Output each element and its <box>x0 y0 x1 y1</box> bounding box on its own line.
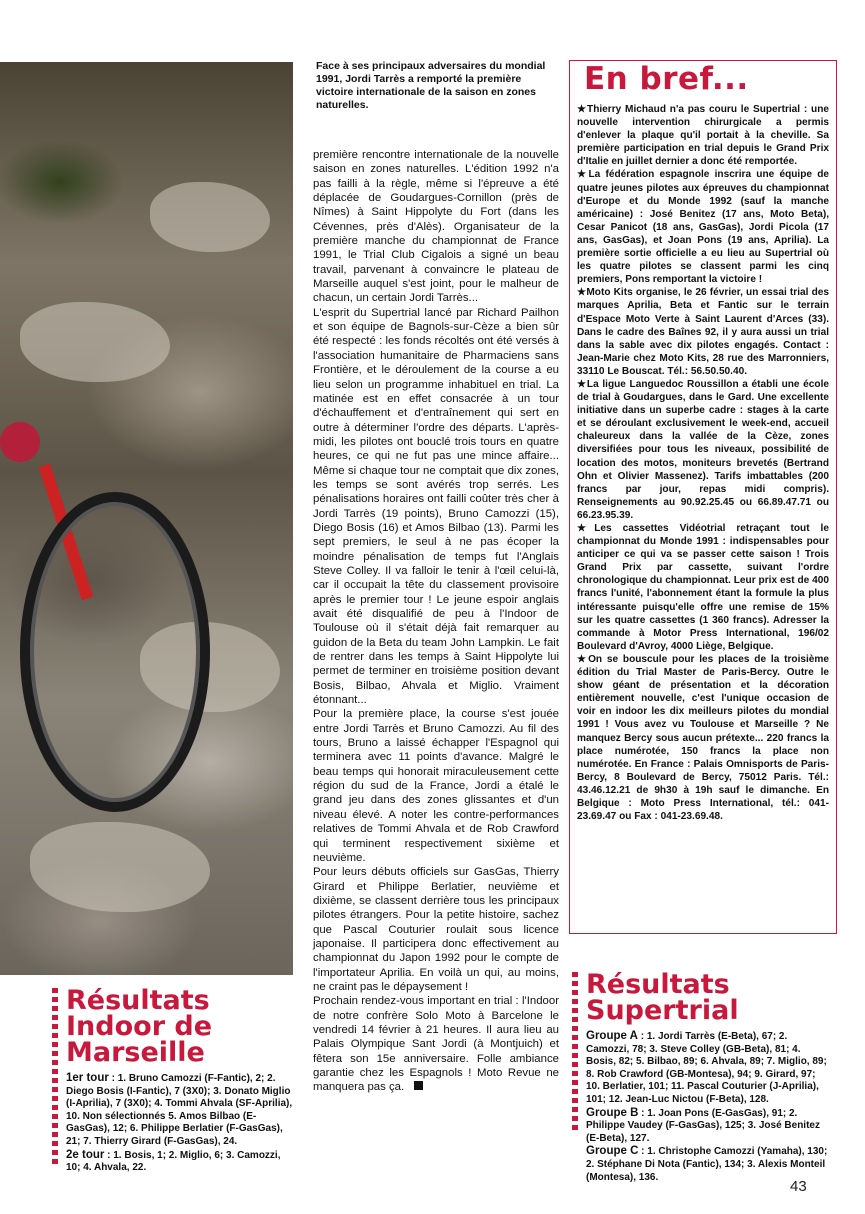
bref-item-text: Les cassettes Vidéotrial retraçant tout le championnat du Monde 1991 : indispensables pour anticiper ce qui va se passer cette saison ! Trois Grand Prix par cassette, suivant l'ordre chronologique du championnat. Leur prix est de 400 francs l'unité, l'abonnement étant la formule la plus intéressante puisqu'elle offre une remise de 15% sur les quatre cassettes (1 360 francs). Adresser la commande à Motor Press International, 196/02 Boulevard d'Avroy, 4000 Liège, Belgique. <box>577 523 829 652</box>
results-supertrial-body <box>586 1030 828 1184</box>
en-bref-items <box>577 103 829 823</box>
article-paragraph: L'esprit du Supertrial lancé par Richard Pailhon et son équipe de Bagnols-sur-Cèze a bien sûr été respecté : les fonds récoltés ont été versés à l'association humanitaire de Pharmaciens sans Frontière, et le déroulement de la course a eu lieu selon un programme inhabituel en trial. La matinée est en effet consacrée à un tour d'échauffement et d'entraînement qui sert en outre à déterminer l'ordre des départs. L'après-midi, les pilotes ont bouclé trois tours en quatre heures, ce qui ne fut pas une mince affaire... Même si chaque tour ne comptait que dix zones, les temps se sont avérés trop serrés. Les pénalisations horaires ont failli coûter très cher à Jordi Tarrès (19 points), Bruno Camozzi (15), Diego Bosis (16) et Amos Bilbao (13). Parmi les sept premiers, le seul à ne pas écoper la moindre pénalisation de temps fut l'Anglais Steve Colley. Il va falloir le tenir à l'œil celui-là, car il occupait la tête du classement provisoire après le premier tour ! Le jeune espoir anglais avait été disqualifié de peu à l'Indoor de Toulouse où il s'était déjà fait remarquer au guidon de la Beta du team John Lampkin. Le fait de rentrer dans les temps à Saint Hippolyte lui permet de terminer en troisième position devant Bosis, Bilbao, Ahvala et Miglio. Vraiment étonnant... <box>313 306 559 707</box>
dotted-rule <box>572 972 578 1132</box>
bref-item-text: La fédération espagnole inscrira une équipe de quatre jeunes pilotes aux épreuves du championnat d'Europe et du Monde 1992 (sauf la manche américaine) : José Benitez (17 ans, Moto Beta), Cesar Panicot (18 ans, GasGas), Jordi Picola (17 ans, GasGas), et Joan Pons (19 ans, Aprilia). La première sortie officielle a eu lieu au Supertrial où les quatre pilotes se classent parmi les cinq premiers, Pons remportant la victoire ! <box>577 169 829 286</box>
rock-shape <box>30 822 210 912</box>
bref-item <box>577 522 829 653</box>
title-line: Indoor de <box>66 1011 213 1042</box>
en-bref-title: En bref... <box>584 61 749 97</box>
article-paragraph: première rencontre internationale de la nouvelle saison en zones naturelles. L'édition 1992 n'a pas failli à la règle, même si l'épreuve a été déplacée de Goudargues-Cornillon (près de Nîmes) à Saint Hippolyte du Fort (dans les Cévennes, près d'Alès). Organisateur de la première manche du championnat de France 1991, le Trial Club Cigalois a signé un beau travail, parvenant à convaincre le plateau de Marseille auquel s'est joint, pour le malheur de chacun, un certain Jordi Tarrès... <box>313 149 559 305</box>
results-supertrial-title <box>586 969 828 1026</box>
article-intro: Face à ses principaux adversaires du mondial 1991, Jordi Tarrès a remporté la première victoire internationale de la saison en zones naturelles. <box>316 60 546 111</box>
title-line: Résultats <box>66 985 210 1016</box>
star-icon: ★ <box>577 287 587 299</box>
star-icon: ★ <box>577 104 588 115</box>
bref-item-text: La ligue Languedoc Roussillon a établi une école de trial à Goudargues, dans le Gard. Une excellente initiative dans un superbe cadre : stages à la carte et se déroulant exclusivement le week-end, accueil chaleureux dans la vallée de la Cèze, zones diversifiées pour tous les niveaux, possibilité de location des motos, moniteurs brevetés (Bertrand Ohn et Olivier Massenez). Tarifs imbattables (200 francs par jour, repas midi compris). Renseignements au 90.92.25.45 ou 66.89.47.71 ou 66.23.95.39. <box>577 378 829 521</box>
group-label: Groupe C <box>586 1145 639 1158</box>
bref-item <box>577 378 829 522</box>
round-results: : 1. Bosis, 1; 2. Miglio, 6; 3. Camozzi, 10; 4. Ahvala, 22. <box>66 1149 281 1174</box>
round-label: 1er tour <box>66 1072 109 1084</box>
group-results: : 1. Christophe Camozzi (Yamaha), 130; 2. Stéphane Di Nota (Fantic), 134; 3. Alexis Monteil (Montesa), 136. <box>586 1146 828 1183</box>
article-paragraph: Pour leurs débuts officiels sur GasGas, Thierry Girard et Philippe Berlatier, neuvième et dixième, se classent derrière tous les principaux pilotes étrangers. Pour la petite histoire, sachez que Pascal Couturier roulait sous licence japonaise. Il participera donc effectivement au championnat du Japon 1992 pour le compte de l'importateur Aprilia. En voilà un qui, au moins, ne craint pas le dépaysement ! <box>313 866 559 993</box>
group-results: : 1. Joan Pons (E-GasGas), 91; 2. Philippe Vaudey (F-GasGas), 125; 3. José Benitez (E-Beta), 127. <box>586 1107 820 1144</box>
group-label: Groupe B <box>586 1106 639 1119</box>
title-line: Supertrial <box>586 995 739 1026</box>
bref-item <box>577 286 829 378</box>
results-indoor-marseille <box>52 985 296 1174</box>
rider-shape <box>0 422 40 462</box>
bref-item <box>577 103 829 168</box>
motorcycle-wheel-shape <box>20 492 210 812</box>
bref-item <box>577 653 829 823</box>
bref-item <box>577 168 829 286</box>
article-paragraph: Pour la première place, la course s'est jouée entre Jordi Tarrès et Bruno Camozzi. Au fil des tours, Bruno a laissé échapper l'Espagnol qui terminera avec 11 points d'avance. Malgré le beau temps qui honorait miraculeusement cette région du sud de la France, Jordi a étalé le grand jeu dans des zones glissantes et d'un niveau élevé. A noter les contre-performances relatives de Tommi Ahvala et de Rob Crawford qui terminent respectivement sixième et neuvième. <box>313 708 559 864</box>
rock-shape <box>20 302 170 382</box>
round-label: 2e tour <box>66 1148 105 1161</box>
bref-item-text: Thierry Michaud n'a pas couru le Supertrial : une nouvelle intervention chirurgicale a permis d'enlever la plaque qu'il portait à la cheville. Sa première participation en trial depuis le Grand Prix d'Italie en juillet dernier a donc été remportée. <box>577 104 829 168</box>
bref-item-text: Moto Kits organise, le 26 février, un essai trial des marques Aprilia, Beta et Fantic sur le terrain d'Espace Moto Verte à Saint Laurent d'Arces (33). Dans le cadre des Baînes 92, il y aura aussi un trial dans la sable avec dix pilotes engagés. Contact : Jean-Marie chez Moto Kits, 28 rue des Marronniers, 33110 Le Bouscat. Tél.: 56.50.50.40. <box>577 287 829 377</box>
page-number: 43 <box>790 1178 807 1195</box>
bref-item-text: On se bouscule pour les places de la troisième édition du Trial Master de Paris-Bercy. Outre le show géant de présentation et la décoration entièrement nouvelle, c'est l'unique occasion de voir en indoor les dix meilleurs pilotes du mondial 1991 ! Vous avez vu Toulouse et Marseille ? Ne manquez Bercy sous aucun prétexte... 220 francs la place numérotée, 150 francs la place non numérotée. En France : Palais Omnisports de Paris-Bercy, 8 Boulevard de Bercy, 75012 Paris. Tél.: 43.46.12.21 de 9h30 à 19h sauf le dimanche. En Belgique : Moto Press International, tél.: 041-23.69.47 ou Fax : 041-23.69.48. <box>577 653 829 823</box>
results-indoor-body <box>66 1072 296 1175</box>
trial-photo <box>0 62 293 975</box>
dotted-rule <box>52 988 58 1168</box>
title-line: Résultats <box>586 969 730 1000</box>
rock-shape <box>150 182 270 252</box>
article-paragraph-text: Prochain rendez-vous important en trial : l'Indoor de notre confrère Solo Moto à Barcelone le vendredi 14 février à 21 heures. Il aura lieu au Palais Olympique Sant Jordi (à Montjuich) et fêtera son 15e anniversaire. Folle ambiance garantie chez les Espagnols ! Moto Revue ne manquera pas ça. <box>313 995 559 1094</box>
star-icon: ★ <box>577 169 589 181</box>
star-icon: ★ <box>577 378 587 390</box>
results-supertrial <box>572 969 828 1183</box>
group-results: : 1. Jordi Tarrès (E-Beta), 67; 2. Camozzi, 78; 3. Steve Colley (GB-Beta), 81; 4. Bosis, 82; 5. Bilbao, 89; 6. Ahvala, 89; 7. Miglio, 89; 8. Rob Crawford (GB-Montesa), 94; 9. Girard, 97; 10. Berlatier, 101; 11. Pascal Couturier (J-Aprilia), 101; 12. Jean-Luc Nictou (F-Beta), 128. <box>586 1031 827 1105</box>
title-line: Marseille <box>66 1037 205 1068</box>
article-body <box>313 148 559 1095</box>
results-indoor-title <box>66 985 296 1068</box>
group-label: Groupe A <box>586 1030 638 1042</box>
round-results: : 1. Bruno Camozzi (F-Fantic), 2; 2. Diego Bosis (I-Fantic), 7 (3X0); 3. Donato Miglio (I-Aprilia), 7 (3X0); 4. Tommi Ahvala (SF-Aprilia), 10. Non sélectionnés 5. Amos Bilbao (E-GasGas), 12; 6. Philippe Berlatier (F-GasGas), 21; 7. Thierry Girard (F-GasGas), 24. <box>66 1073 293 1147</box>
article-paragraph <box>313 994 559 1094</box>
end-mark-icon <box>414 1081 423 1090</box>
star-icon: ★ <box>577 653 589 665</box>
star-icon: ★ <box>577 523 595 534</box>
